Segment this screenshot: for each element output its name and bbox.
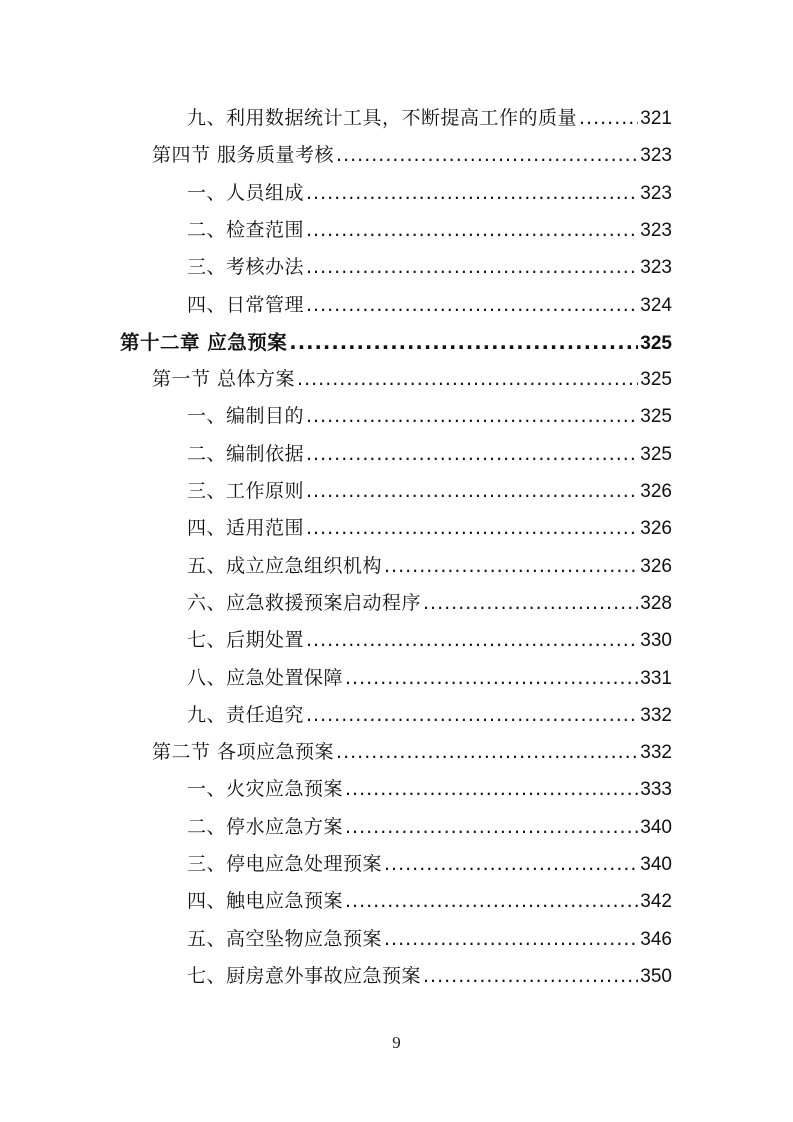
toc-entry-page: 340 [640,854,672,875]
toc-entry-page: 321 [640,108,672,129]
toc-entry-page: 350 [640,965,672,987]
toc-dot-leader [306,287,638,324]
toc-dot-leader [345,660,638,697]
toc-dot-leader [423,585,638,622]
toc-entry-item [187,100,672,137]
toc-dot-leader [423,958,638,995]
toc-entry-page: 333 [640,779,672,801]
toc-entry-item [187,175,672,212]
toc-entry-page: 324 [640,294,672,316]
toc-entry-page: 346 [640,928,672,950]
toc-entry-page: 331 [640,667,672,689]
toc-entry-item [187,212,672,249]
toc-dot-leader [345,771,638,808]
toc-dot-leader [306,622,638,659]
toc-entry-item [187,548,672,585]
toc-dot-leader [384,548,638,585]
toc-dot-leader [579,100,638,137]
toc-entry-page: 325 [640,443,672,465]
toc-entry-title: 三、停电应急处理预案 [187,853,383,875]
toc-entry-item [187,660,672,697]
toc-entry-title: 九、责任追究 [187,703,305,726]
toc-entry-page: 332 [640,704,672,726]
toc-entry-title: 第十二章 应急预案 [120,330,288,354]
toc-dot-leader [306,510,638,547]
toc-entry-title: 四、触电应急预案 [187,890,344,913]
toc-entry-item [187,809,672,846]
toc-dot-leader [306,436,638,473]
toc-entry-page: 323 [640,182,672,204]
toc-entry-page: 325 [640,369,672,391]
toc-entry-item [187,585,672,622]
toc-entry-page: 342 [640,891,672,913]
toc-dot-leader [306,212,638,249]
toc-entry-title: 二、停水应急方案 [187,815,344,838]
page-number: 9 [392,1033,401,1052]
toc-entry-title: 一、火灾应急预案 [187,778,344,801]
toc-entry-title: 四、适用范围 [187,517,305,540]
toc-entry-title: 第四节 服务质量考核 [152,144,335,167]
toc-entry-item [187,883,672,920]
toc-entry-item [187,846,672,883]
toc-entry-item [187,436,672,473]
toc-entry-title: 六、应急救援预案启动程序 [187,591,422,614]
toc-entry-page: 332 [640,742,672,764]
toc-entry-item [187,249,672,286]
toc-entry-title: 三、工作原则 [187,480,305,502]
toc-dot-leader [306,249,638,286]
toc-entry-title: 二、检查范围 [187,218,305,241]
toc-entry-item [187,622,672,659]
toc-entry-title: 二、编制依据 [187,442,305,465]
toc-dot-leader [306,473,638,510]
toc-entry-page: 326 [640,518,672,540]
toc-entry-item [187,510,672,547]
toc-dot-leader [384,846,638,883]
toc-dot-leader [289,324,638,361]
toc-entry-page: 340 [640,816,672,838]
toc-entry-page: 326 [640,481,672,502]
toc-entry-page: 326 [640,555,672,577]
toc-entry-page: 325 [640,332,672,354]
toc-entry-item [187,398,672,435]
toc-entry-title: 一、人员组成 [187,181,305,204]
toc-entry-title: 五、高空坠物应急预案 [187,927,383,950]
toc-entry-page: 328 [640,592,672,614]
toc-dot-leader [384,921,638,958]
toc-entry-page: 323 [640,219,672,241]
toc-entry-title: 第一节 总体方案 [152,368,296,391]
toc-entry-chapter [120,324,672,361]
toc-dot-leader [345,809,638,846]
toc-entry-page: 323 [640,145,672,167]
toc-entry-title: 一、编制目的 [187,405,305,428]
toc-entry-title: 九、利用数据统计工具，不断提高工作的质量 [187,107,578,129]
toc-dot-leader [336,734,638,771]
toc-entry-title: 五、成立应急组织机构 [187,554,383,577]
toc-dot-leader [306,398,638,435]
toc-entry-page: 323 [640,257,672,279]
toc-entry-title: 七、厨房意外事故应急预案 [187,964,422,987]
toc-entry-section [152,734,672,771]
toc-entry-title: 八、应急处置保障 [187,666,344,689]
toc-entry-item [187,921,672,958]
toc-entry-section [152,361,672,398]
toc-dot-leader [336,137,638,174]
toc-dot-leader [297,361,638,398]
toc-entry-item [187,771,672,808]
toc-entry-title: 三、考核办法 [187,256,305,279]
toc-entry-item [187,958,672,995]
toc-entry-item [187,287,672,324]
toc-entry-section [152,137,672,174]
toc-dot-leader [306,175,638,212]
toc-entry-title: 第二节 各项应急预案 [152,741,335,764]
toc-entry-title: 四、日常管理 [187,293,305,316]
toc-entry-title: 七、后期处置 [187,629,305,652]
toc-dot-leader [306,697,638,734]
toc-dot-leader [345,883,638,920]
toc-entry-item [187,697,672,734]
toc-entry-item [187,473,672,510]
toc-entry-page: 330 [640,630,672,652]
toc-entry-page: 325 [640,406,672,428]
